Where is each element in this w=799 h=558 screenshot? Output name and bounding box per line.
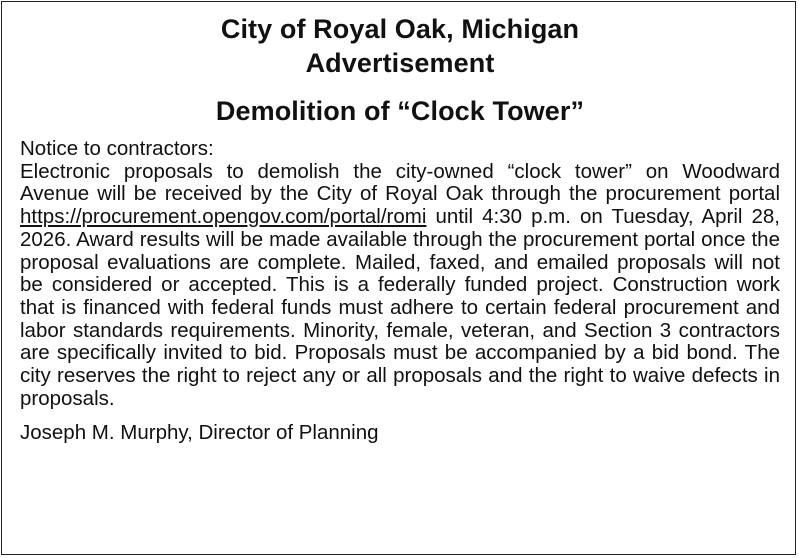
signature: Joseph M. Murphy, Director of Planning bbox=[20, 421, 379, 445]
notice-text-start: Electronic proposals to demolish the city-owned “clock tower” on Woodward Avenue will be received by the City of Royal Oak through the procurement portal bbox=[20, 159, 780, 206]
notice-heading: Notice to contractors: bbox=[20, 137, 214, 160]
notice-text-end: until 4:30 p.m. on Tuesday, April 28, 2026. Award results will be made available through the procurement portal once the proposal evaluations are complete. Mailed, faxed, and emailed proposals will not be considered or accepted. This is a federally funded project. Construction work that is financed with federal funds must adhere to certain federal procurement and labor standards requirements. Minority, female, veteran, and Section 3 contractors are specifically invited to bid. Proposals must be accompanied by a bid bond. The city reserves the right to reject any or all proposals and the right to waive defects in proposals. bbox=[20, 205, 780, 410]
advertisement bbox=[20, 12, 780, 466]
project-title: Demolition of “Clock Tower” bbox=[215, 96, 585, 126]
notice-paragraph bbox=[20, 161, 780, 411]
procurement-portal-link[interactable]: https://procurement.opengov.com/portal/romi bbox=[20, 205, 427, 229]
advertisement-label: Advertisement bbox=[305, 48, 495, 78]
city-title: City of Royal Oak, Michigan bbox=[220, 14, 580, 44]
